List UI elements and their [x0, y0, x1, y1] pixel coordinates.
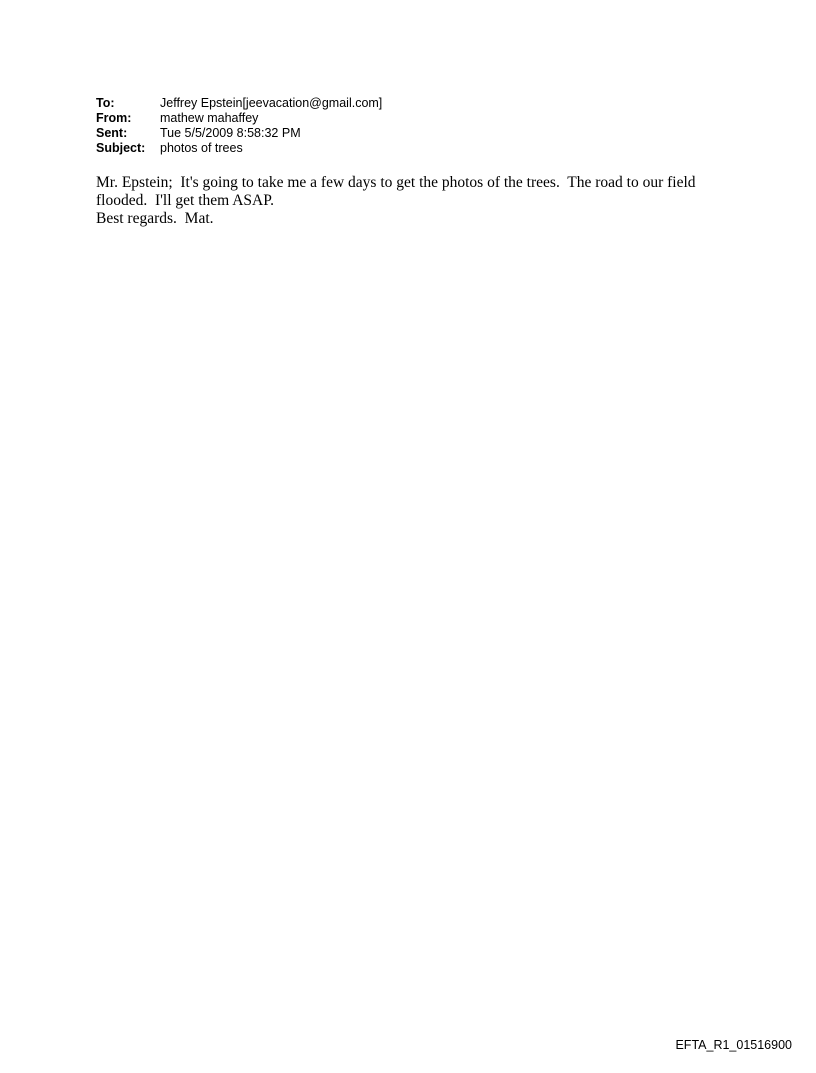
- to-value: Jeffrey Epstein[jeevacation@gmail.com]: [160, 96, 383, 110]
- email-header: [96, 96, 382, 156]
- to-row: [96, 96, 382, 111]
- body-line: flooded. I'll get them ASAP.: [96, 192, 275, 209]
- sent-value: Tue 5/5/2009 8:58:32 PM: [160, 126, 301, 140]
- from-row: [96, 111, 382, 126]
- sent-label: Sent:: [96, 126, 128, 140]
- body-line: Best regards. Mat.: [96, 210, 214, 227]
- to-label: To:: [96, 96, 115, 110]
- from-value: mathew mahaffey: [160, 111, 259, 125]
- subject-value: photos of trees: [160, 141, 243, 155]
- sent-row: [96, 126, 382, 141]
- subject-row: [96, 141, 382, 156]
- subject-label: Subject:: [96, 141, 146, 155]
- from-label: From:: [96, 111, 132, 125]
- email-body: [96, 174, 736, 228]
- document-id: EFTA_R1_01516900: [675, 1038, 792, 1052]
- body-line: Mr. Epstein; It's going to take me a few days to get the photos of the trees. The road to our field: [96, 174, 696, 191]
